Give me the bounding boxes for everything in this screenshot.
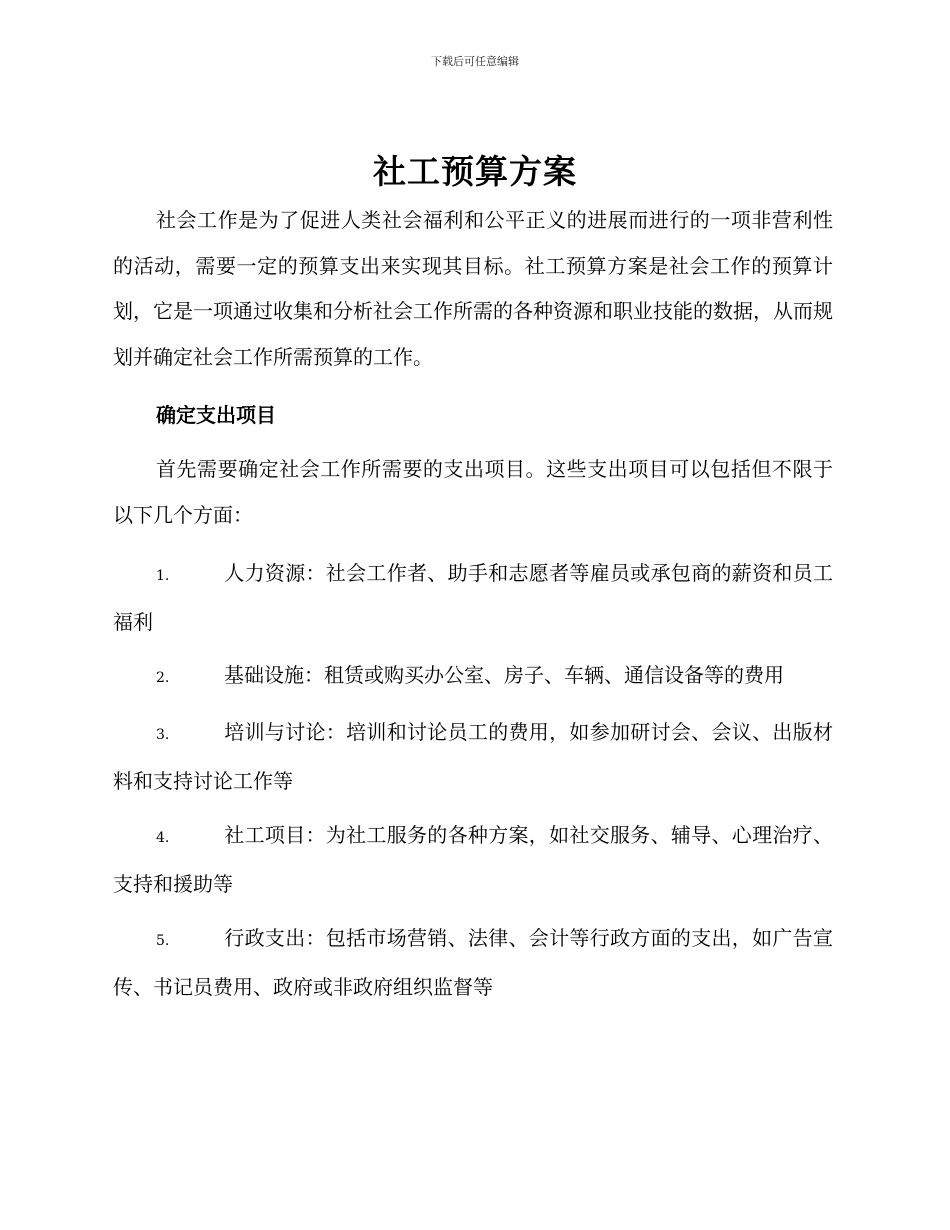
document-title: 社工预算方案 <box>373 152 577 191</box>
list-item-number: 3. <box>156 727 170 743</box>
list-item-number: 2. <box>156 670 170 686</box>
list-item-text: 人力资源：社会工作者、助手和志愿者等雇员或承包商的薪资和员工福利 <box>113 561 833 634</box>
list-item <box>113 813 833 907</box>
section-heading: 确定支出项目 <box>156 403 276 427</box>
list-item <box>113 551 833 645</box>
list-item-number: 4. <box>156 830 170 846</box>
list-item <box>113 710 833 804</box>
list-item-text: 基础设施：租赁或购买办公室、房子、车辆、通信设备等的费用 <box>224 663 784 687</box>
list-item-text: 培训与讨论：培训和讨论员工的费用，如参加研讨会、会议、出版材料和支持讨论工作等 <box>113 720 833 793</box>
list-item-text: 社工项目：为社工服务的各种方案，如社交服务、辅导、心理治疗、支持和援助等 <box>113 823 833 896</box>
lead-paragraph: 首先需要确定社会工作所需要的支出项目。这些支出项目可以包括但不限于以下几个方面： <box>113 457 833 527</box>
list-item <box>113 653 833 702</box>
list-item-number: 5. <box>156 933 170 949</box>
page-header-note: 下载后可任意编辑 <box>431 55 519 68</box>
list-item-number: 1. <box>156 568 170 584</box>
list-item <box>113 916 833 1010</box>
intro-paragraph: 社会工作是为了促进人类社会福利和公平正义的进展而进行的一项非营利性的活动，需要一定的预算支出来实现其目标。社工预算方案是社会工作的预算计划，它是一项通过收集和分析社会工作所需的各种资源和职业技能的数据，从而规划并确定社会工作所需预算的工作。 <box>113 208 833 369</box>
list-item-text: 行政支出：包括市场营销、法律、会计等行政方面的支出，如广告宣传、书记员费用、政府或非政府组织监督等 <box>113 926 833 999</box>
